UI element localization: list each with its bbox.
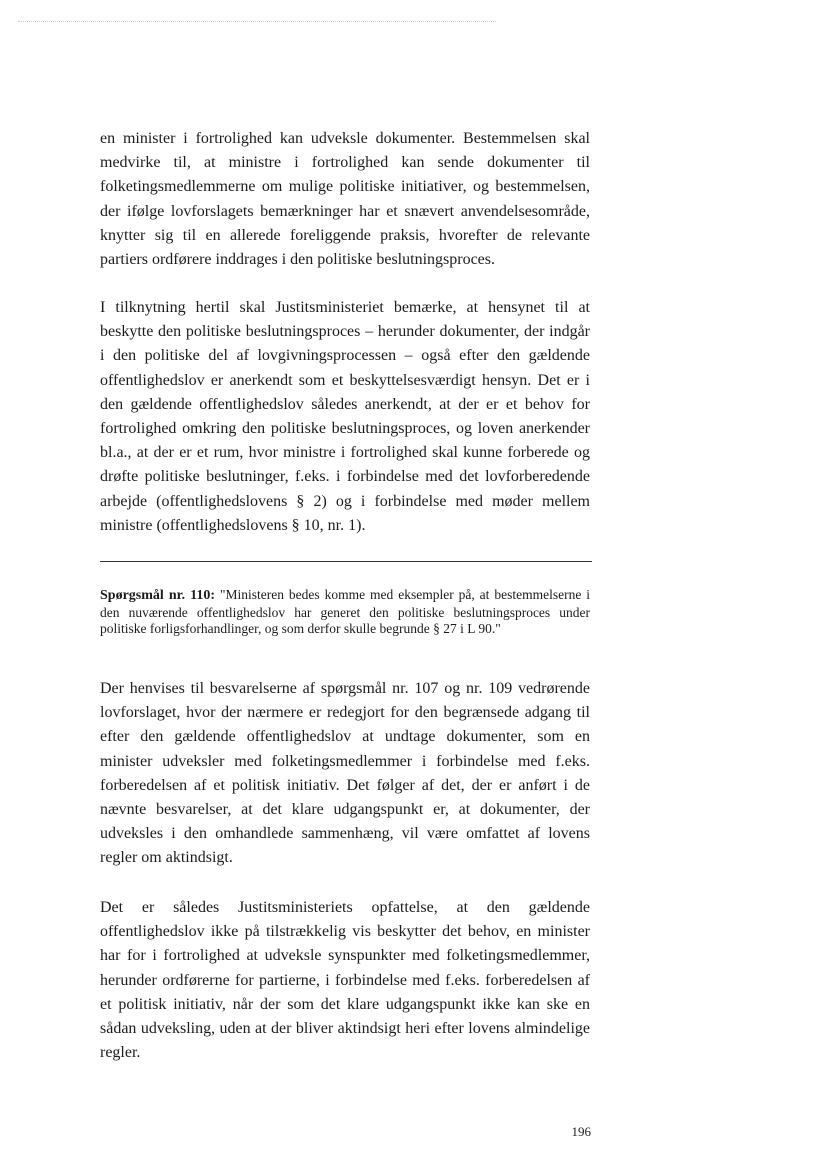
- paragraph-2: [100, 296, 590, 538]
- question-paragraph: [100, 587, 590, 638]
- paragraph-1: [100, 127, 590, 272]
- section-divider: [100, 561, 592, 562]
- paragraph-1-text: en minister i fortrolighed kan udveksle dokumenter. Bestemmelsen skal medvirke til, at ministre i fortrolighed kan sende dokumenter til folketingsmedlemmerne om mulige politiske initiativer, og bestemmelsen, der ifølge lovforslagets bemærkninger har et snævert anvendelsesområde, knytter sig til en allerede foreliggende praksis, hvorefter de relevante partiers ordførere inddrages i den politiske beslutningsproces.: [100, 130, 590, 269]
- question-block: [100, 587, 590, 638]
- paragraph-2-text: I tilknytning hertil skal Justitsministeriet bemærke, at hensynet til at beskytte den politiske beslutningsproces – herunder dokumenter, der indgår i den politiske del af lovgivningsprocessen – også efter den gældende offentlighedslov er anerkendt som et beskyttelsesværdigt hensyn. Det er i den gældende offentlighedslov således anerkendt, at der er et behov for fortrolighed omkring den politiske beslutningsproces, og loven anerkender bl.a., at der er et rum, hvor ministre i fortrolighed skal kunne forberede og drøfte politiske beslutninger, f.eks. i forbindelse med det lovforberedende arbejde (offentlighedslovens § 2) og i forbindelse med møder mellem ministre (offentlighedslovens § 10, nr. 1).: [100, 299, 590, 534]
- answer-paragraph-1: [100, 677, 590, 871]
- question-text: "Ministeren bedes komme med eksempler på, at bestemmelserne i den nuværende offentlighedslov har generet den politiske beslutningsproces under politiske forligsforhandlinger, og som derfor skulle begrunde § 27 i L 90.": [100, 587, 591, 637]
- answer-paragraph-1-text: Der henvises til besvarelserne af spørgsmål nr. 107 og nr. 109 vedrørende lovforslaget, hvor der nærmere er redegjort for den begrænsede adgang til efter den gældende offentlighedslov at undtage dokumenter, som en minister udveksler med folketingsmedlemmer i forbindelse med f.eks. forberedelsen af et politisk initiativ. Det følger af det, der er anført i de nævnte besvarelser, at det klare udgangspunkt er, at dokumenter, der udveksles i den omhandlede sammenhæng, vil være omfattet af lovens regler om aktindsigt.: [100, 680, 590, 867]
- scan-edge-line: [18, 21, 496, 22]
- answer-paragraph-2-text: Det er således Justitsministeriets opfattelse, at den gældende offentlighedslov ikke på tilstrækkelig vis beskytter det behov, en minister har for i fortrolighed at udveksle synspunkter med folketingsmedlemmer, herunder ordførerne for partierne, i forbindelse med f.eks. forberedelsen af et politisk initiativ, når der som det klare udgangspunkt ikke kan ske en sådan udveksling, uden at der bliver aktindsigt heri efter lovens almindelige regler.: [100, 899, 590, 1062]
- answer-paragraph-2: [100, 896, 590, 1065]
- question-label: Spørgsmål nr. 110:: [100, 588, 216, 603]
- page-number: 196: [571, 1124, 591, 1139]
